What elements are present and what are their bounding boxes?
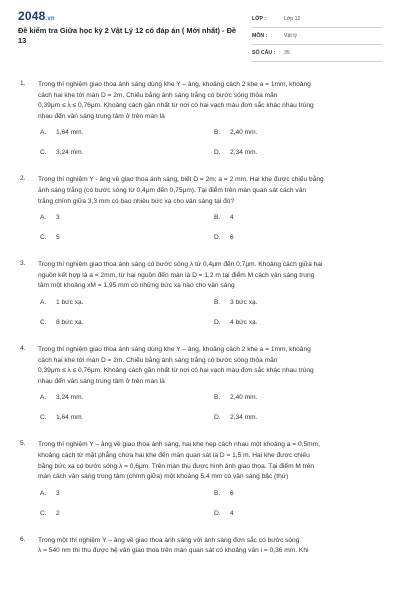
meta-value: Lớp 12	[284, 16, 301, 22]
answer-option[interactable]	[214, 319, 384, 329]
question-list	[0, 80, 400, 573]
answer-options	[40, 214, 382, 244]
option-letter: A.	[40, 298, 47, 306]
option-text: 8 bức xạ.	[56, 318, 84, 326]
question-number: 4.	[20, 344, 26, 352]
question-item	[20, 260, 382, 329]
option-letter: C.	[40, 318, 47, 326]
answer-option[interactable]	[40, 319, 214, 329]
question-text: Trong một thí nghiệm Y – âng về giao thoa ánh sáng với ánh sáng đơn sắc có bước sóng λ = 540 nm thì thu được hệ vân giao thoa trên màn quan sát có khoảng vân i = 0,36 mm. Khi	[38, 536, 309, 555]
option-text: 3	[56, 214, 60, 222]
option-letter: B.	[214, 298, 221, 306]
option-text: 5	[56, 234, 60, 242]
answer-options	[40, 129, 382, 159]
meta-value: Vật lý	[284, 33, 297, 39]
option-letter: C.	[40, 149, 47, 157]
option-text: 3,24 mm.	[56, 394, 84, 402]
answer-option[interactable]	[40, 129, 214, 139]
option-text: 3 bức xạ.	[230, 298, 258, 306]
answer-option[interactable]	[40, 214, 214, 224]
option-text: 2,34 mm.	[230, 149, 258, 157]
question-item	[20, 536, 382, 557]
option-letter: A.	[40, 129, 47, 137]
answer-option[interactable]	[40, 490, 214, 500]
option-text: 3	[56, 489, 60, 497]
meta-label: LỚP :	[252, 16, 267, 22]
option-letter: C.	[40, 509, 47, 517]
answer-option[interactable]	[214, 414, 384, 424]
answer-option[interactable]	[40, 394, 214, 404]
answer-option[interactable]	[40, 149, 214, 159]
meta-row-class	[252, 14, 382, 28]
option-letter: D.	[214, 509, 221, 517]
option-text: 6	[230, 489, 234, 497]
logo-suffix: .vn	[45, 16, 55, 22]
exam-title: Đề kiểm tra Giữa học kỳ 2 Vật Lý 12 có đáp án ( Mới nhất) - Đề 13	[18, 26, 237, 45]
option-text: 3,24 mm.	[56, 149, 84, 157]
option-text: 2	[56, 509, 60, 517]
option-letter: D.	[214, 149, 221, 157]
option-letter: D.	[214, 234, 221, 242]
question-item	[20, 440, 382, 519]
option-letter: B.	[214, 394, 221, 402]
option-letter: D.	[214, 414, 221, 422]
option-text: 4	[230, 509, 234, 517]
option-text: 4	[230, 214, 234, 222]
meta-row-count	[252, 48, 382, 62]
option-text: 1,64 mm.	[56, 414, 84, 422]
option-text: 2,34 mm.	[230, 414, 258, 422]
answer-option[interactable]	[214, 234, 384, 244]
option-letter: A.	[40, 489, 47, 497]
exam-meta	[252, 14, 382, 65]
option-letter: A.	[40, 394, 47, 402]
option-letter: D.	[214, 318, 221, 326]
logo-main: 2048	[18, 9, 46, 23]
option-letter: B.	[214, 214, 221, 222]
question-text: Trong thí nghiệm Y - âng về giao thoa ánh sáng, biết D = 2m; a = 2 mm. Hai khe được chiếu bằng ánh sáng trắng (có bước sóng từ 0,4μm đến 0,75μm). Tại điểm trên màn quan sát cách vân trắng chính giữa 3,3 mm có bao nhiêu bức xạ cho vân sáng tại đó?	[38, 176, 324, 205]
document-header	[0, 0, 400, 64]
answer-option[interactable]	[214, 299, 384, 309]
question-item	[20, 345, 382, 424]
site-logo[interactable]	[18, 9, 55, 23]
question-text: Trong thí nghiệm giao thoa ánh sáng dùng khe Y – âng, khoảng cách 2 khe a = 1mm, khoảng cách hai khe tới màn D = 2m. Chiếu bằng ánh sáng trắng có bước sóng thỏa mãn 0,39μm ≤ λ ≤ 0,76μm. Khoảng cách gần nhất từ nơi có hai vạch màu đơn sắc khác nhau trùng nhau đến vân sáng trung tâm ở trên màn là	[38, 345, 314, 385]
meta-label: SỐ CÂU :	[252, 50, 276, 56]
question-text: Trong thí nghiệm Y – âng về giao thoa ánh sáng, hai khe hẹp cách nhau một khoảng a = 0,5mm, khoảng cách từ mặt phẳng chứa hai khe đến màn quan sát là D = 1,5 m. Hai khe được chiếu bằng bức xạ có bước sóng λ = 0,6μm. Trên màn thu được hình ảnh giao thoa. Tại điểm M trên màn cách vân sáng trung tâm (chính giữa) một khoảng 5,4 mm có vân sáng bậc (thứ)	[38, 441, 320, 481]
question-number: 1.	[20, 80, 26, 87]
question-item	[20, 175, 382, 244]
meta-value: 35	[284, 50, 290, 56]
option-text: 1 bức xạ.	[56, 298, 84, 306]
question-number: 5.	[20, 440, 26, 448]
option-letter: C.	[40, 234, 47, 242]
question-number: 6.	[20, 535, 26, 543]
answer-options	[40, 394, 382, 424]
option-text: 4 bức xạ.	[230, 318, 258, 326]
answer-option[interactable]	[214, 129, 384, 139]
answer-option[interactable]	[214, 490, 384, 500]
question-number: 2.	[20, 175, 26, 183]
option-text: 2,40 mm.	[230, 129, 258, 137]
answer-options	[40, 490, 382, 520]
answer-option[interactable]	[40, 299, 214, 309]
answer-option[interactable]	[214, 214, 384, 224]
answer-option[interactable]	[214, 394, 384, 404]
question-item	[20, 80, 382, 159]
option-text: 6	[230, 234, 234, 242]
question-text: Trong thí nghiệm giao thoa ánh sáng có bước sóng λ từ 0,4μm đến 0,7μm. Khoảng cách giữa hai nguồn kết hợp là a = 2mm, từ hai nguồn đến màn là D = 1,2 m tại điểm M cách vân sáng trung tâm một khoảng xM = 1,95 mm có những bức xạ nào cho vân sáng	[38, 261, 323, 290]
option-text: 2,40 mm.	[230, 394, 258, 402]
question-text: Trong thí nghiệm giao thoa ánh sáng dùng khe Y – âng, khoảng cách 2 khe a = 1mm, khoảng cách hai khe tới màn D = 2m. Chiếu bằng ánh sáng trắng có bước sóng thỏa mãn 0,39μm ≤ λ ≤ 0,76μm. Khoảng cách gần nhất từ nơi có hai vạch màu đơn sắc khác nhau trùng nhau đến vân sáng trung tâm ở trên màn là	[38, 81, 314, 120]
answer-option[interactable]	[40, 414, 214, 424]
option-letter: A.	[40, 214, 47, 222]
answer-option[interactable]	[40, 234, 214, 244]
option-letter: B.	[214, 489, 221, 497]
answer-option[interactable]	[214, 149, 384, 159]
question-number: 3.	[20, 260, 26, 268]
meta-label: MÔN :	[252, 33, 268, 39]
option-letter: C.	[40, 414, 47, 422]
answer-options	[40, 299, 382, 329]
answer-option[interactable]	[40, 510, 214, 520]
answer-option[interactable]	[214, 510, 384, 520]
meta-row-subject	[252, 31, 382, 45]
option-text: 1,64 mm.	[56, 129, 84, 137]
option-letter: B.	[214, 129, 221, 137]
